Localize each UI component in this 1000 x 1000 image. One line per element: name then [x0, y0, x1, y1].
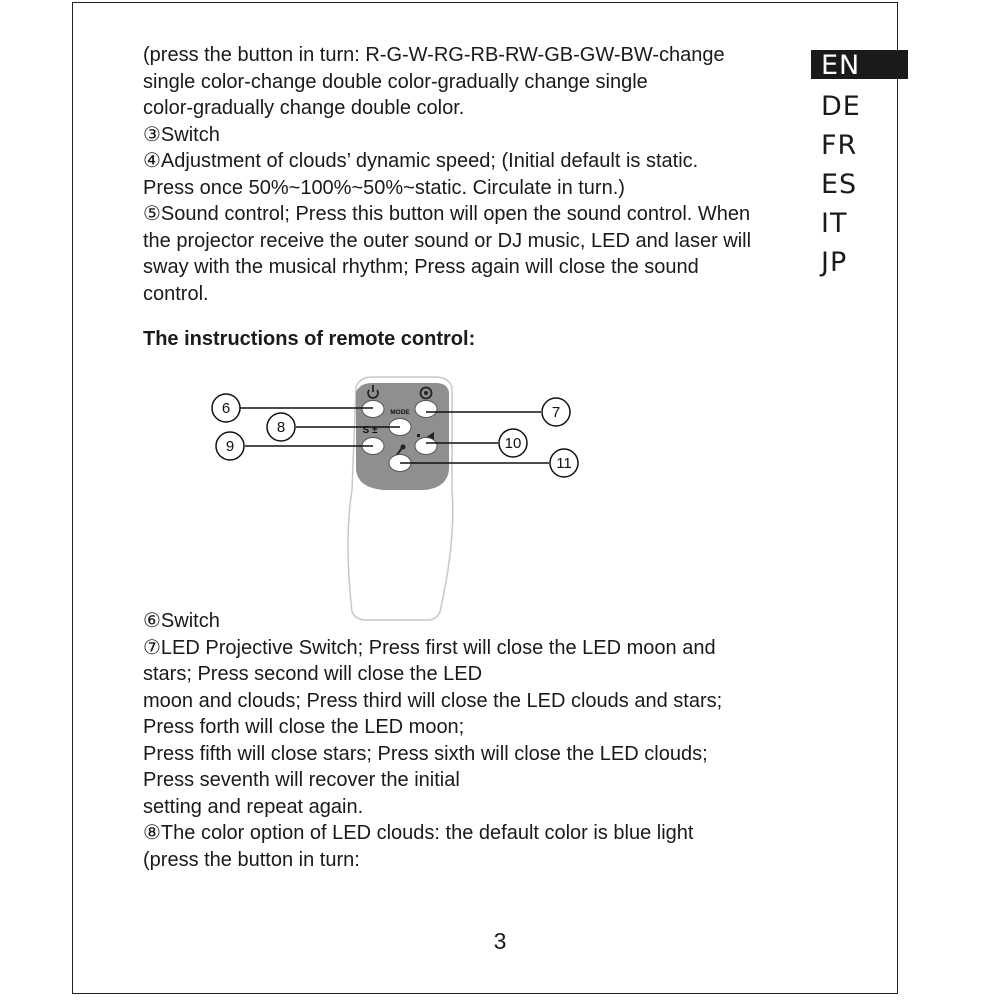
text-line: Press seventh will recover the initial [143, 769, 460, 791]
text-line: single color-change double color-gradually change single [143, 70, 648, 93]
text-line: the projector receive the outer sound or DJ music, LED and laser will [143, 229, 752, 252]
text-line: sway with the musical rhythm; Press again will close the sound [143, 256, 699, 278]
s-label: S ± [362, 425, 378, 436]
language-tab-en[interactable]: EN [811, 50, 908, 79]
callout-6: 6 [221, 400, 231, 417]
callout-8: 8 [276, 419, 286, 436]
text-line: color-gradually change double color. [143, 97, 465, 119]
remote-button-6[interactable] [362, 401, 384, 418]
text-line: ⑦LED Projective Switch; Press first will close the LED moon and [143, 636, 716, 659]
callout-10: 10 [504, 435, 522, 452]
text-line: Press forth will close the LED moon; [143, 716, 465, 738]
text-line: (press the button in turn: R-G-W-RG-RB-RW-GB-GW-BW-change [143, 44, 725, 66]
page-number: 3 [493, 928, 507, 954]
mode-label: MODE [390, 409, 410, 416]
text-line: ③Switch [143, 123, 220, 146]
callout-11: 11 [556, 455, 572, 472]
language-tab-es[interactable]: ES [821, 169, 858, 200]
section-heading: The instructions of remote control: [143, 328, 476, 350]
language-tab-de[interactable]: DE [821, 91, 861, 122]
remote-instructions-text [143, 608, 813, 873]
text-line: ⑤Sound control; Press this button will open the sound control. When [143, 203, 751, 225]
callout-9: 9 [225, 438, 235, 455]
callout-7: 7 [551, 404, 561, 421]
text-line: (press the button in turn: [143, 848, 360, 871]
text-line: ⑥Switch [143, 610, 220, 632]
remote-button-7[interactable] [415, 401, 437, 418]
text-line: setting and repeat again. [143, 795, 364, 818]
language-tabs [811, 50, 908, 282]
remote-control-diagram [200, 370, 600, 630]
text-line: ④Adjustment of clouds’ dynamic speed; (Initial default is static. [143, 150, 699, 172]
remote-button-10[interactable] [415, 438, 437, 455]
text-line: Press once 50%~100%~50%~static. Circulate in turn.) [143, 176, 625, 199]
text-line: Press fifth will close stars; Press sixth will close the LED clouds; [143, 742, 708, 765]
language-tab-it[interactable]: IT [821, 208, 848, 239]
text-line: ⑧The color option of LED clouds: the default color is blue light [143, 822, 694, 844]
text-line: control. [143, 282, 209, 305]
button-panel [356, 383, 449, 490]
intro-text [143, 42, 813, 307]
language-tab-fr[interactable]: FR [821, 130, 858, 161]
language-tab-jp[interactable]: JP [821, 247, 848, 278]
text-line: stars; Press second will close the LED [143, 663, 483, 685]
text-line: moon and clouds; Press third will close the LED clouds and stars; [143, 689, 723, 712]
